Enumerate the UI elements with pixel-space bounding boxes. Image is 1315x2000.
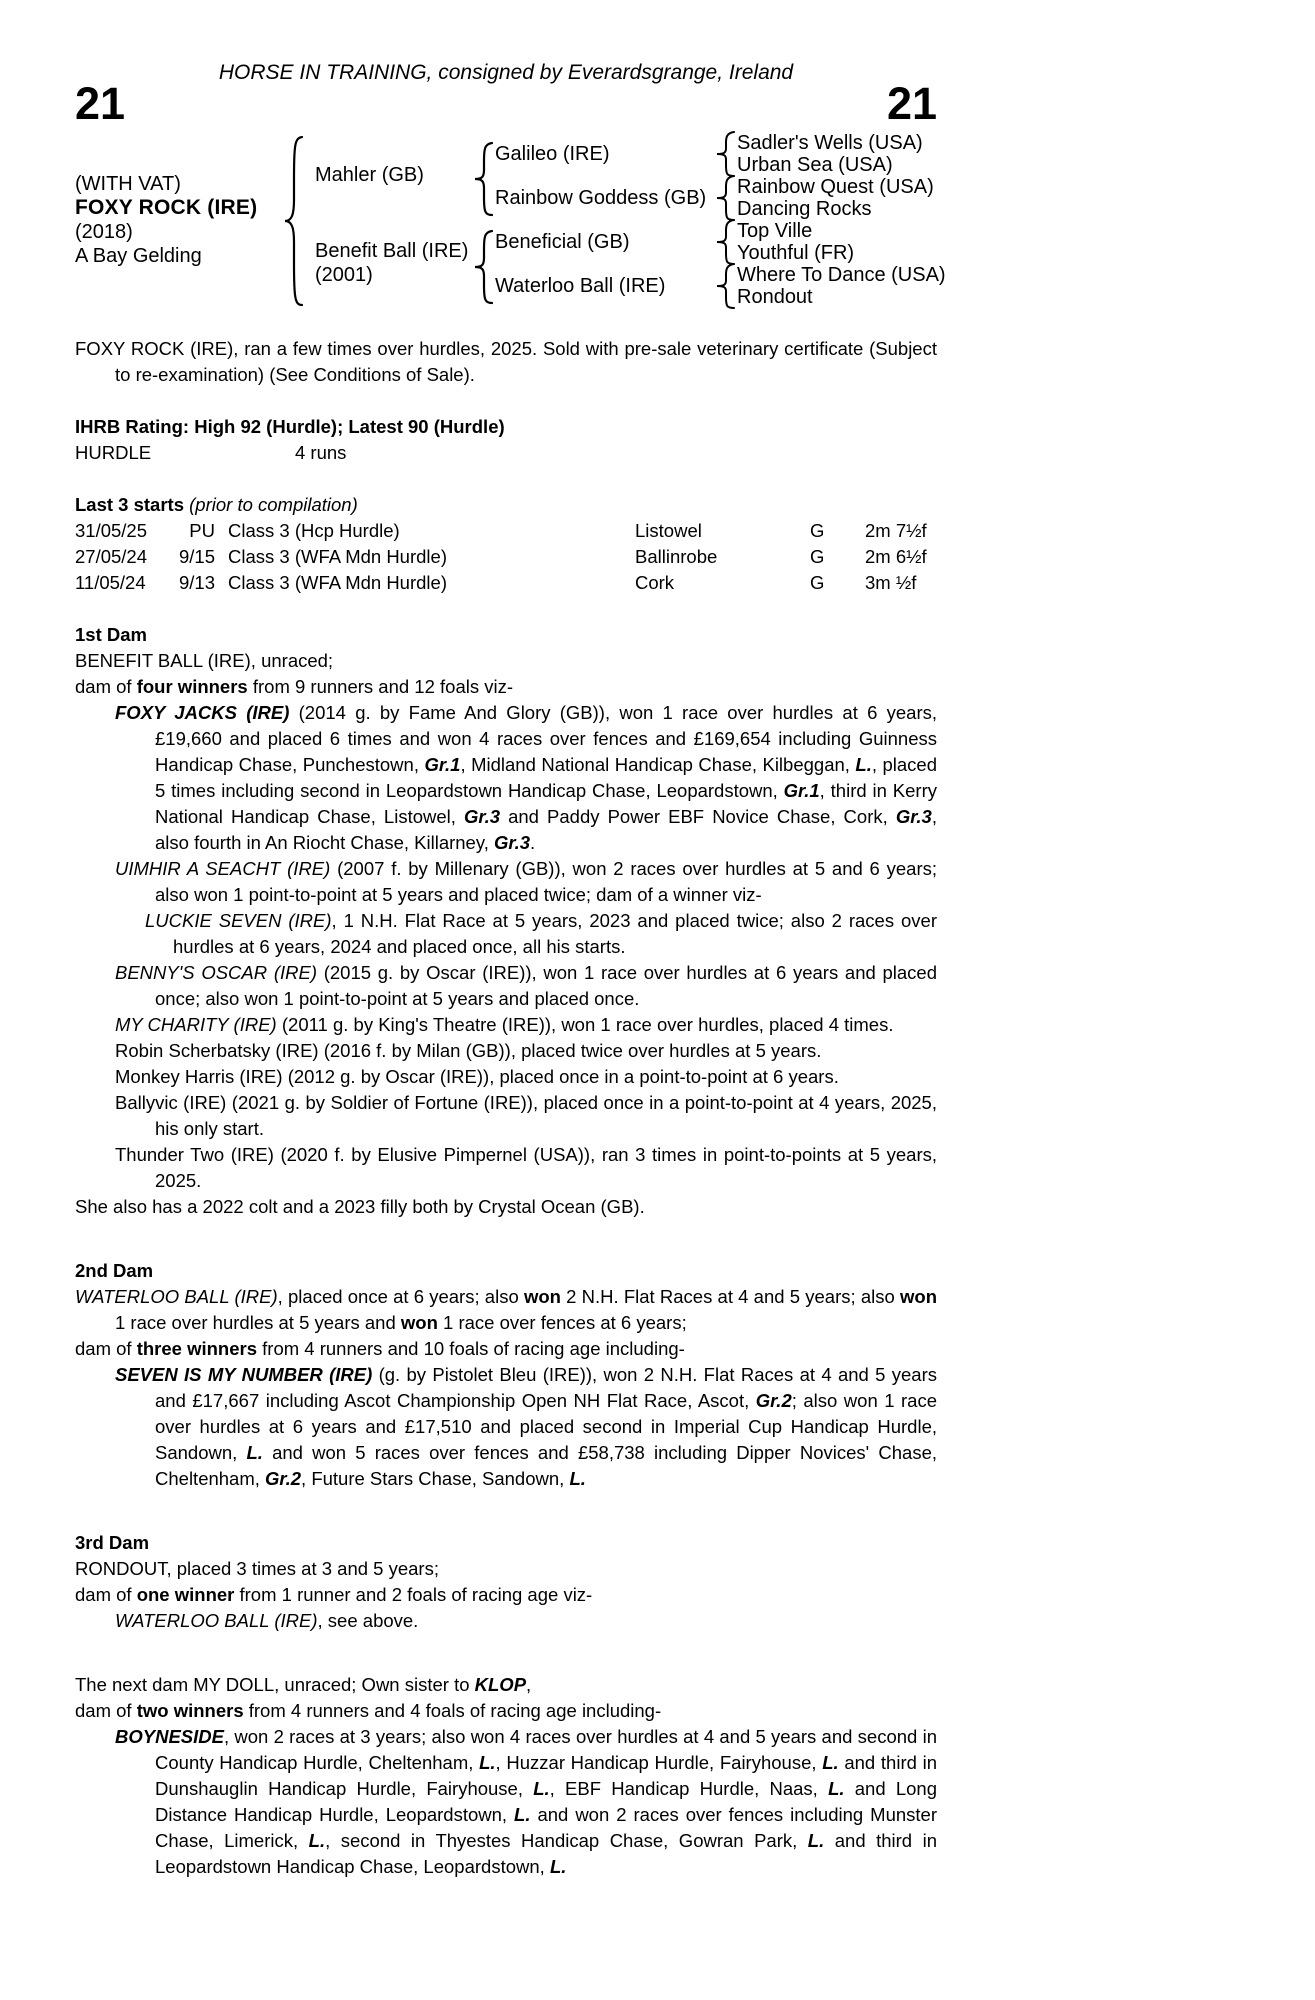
- dam-sections: [75, 622, 937, 1880]
- damdam-name: Waterloo Ball (IRE): [495, 275, 666, 297]
- brace-main: [283, 136, 305, 308]
- ggp-sire-dam-sire: Rainbow Quest (USA): [737, 176, 934, 198]
- brace-pair-1: [715, 131, 737, 177]
- lot-number-right: 21: [886, 78, 937, 129]
- paragraph: SEVEN IS MY NUMBER (IRE) (g. by Pistolet Bleu (IRE)), won 2 N.H. Flat Races at 4 and 5 years and £17,667 including Ascot Championship Open NH Flat Race, Ascot, Gr.2; also won 1 race over hurdles at 6 years and £17,510 and placed second in Imperial Cup Handicap Hurdle, Sandown, L. and won 5 races over fences and £58,738 including Dipper Novices' Chase, Cheltenham, Gr.2, Future Stars Chase, Sandown, L.: [115, 1364, 938, 1489]
- last-starts-title: Last 3 starts: [75, 494, 184, 515]
- paragraph: BOYNESIDE, won 2 races at 3 years; also won 4 races over hurdles at 4 and 5 years and second in County Handicap Hurdle, Cheltenham, L., Huzzar Handicap Hurdle, Fairyhouse, L. and third in Dunshauglin Handicap Hurdle, Fairyhouse, L., EBF Handicap Hurdle, Naas, L. and Long Distance Handicap Hurdle, Leopardstown, L. and won 2 races over fences including Munster Chase, Limerick, L., second in Thyestes Handicap Chase, Gowran Park, L. and third in Leopardstown Handicap Chase, Leopardstown, L.: [115, 1726, 937, 1877]
- lot-number-left: 21: [75, 78, 126, 129]
- paragraph: FOXY JACKS (IRE) (2014 g. by Fame And Glory (GB)), won 1 race over hurdles at 6 years, £19,660 and placed 6 times and won 4 races over fences and £169,654 including Guinness Handicap Chase, Punchestown, Gr.1, Midland National Handicap Chase, Kilbeggan, L., placed 5 times including second in Leopardstown Handicap Chase, Leopardstown, Gr.1, third in Kerry National Handicap Chase, Listowel, Gr.3 and Paddy Power EBF Novice Chase, Cork, Gr.3, also fourth in An Riocht Chase, Killarney, Gr.3.: [115, 702, 938, 853]
- ggp-sire-sire-dam: Urban Sea (USA): [737, 154, 893, 176]
- ggp-dam-sire-sire: Top Ville: [737, 220, 813, 242]
- sale-description: FOXY ROCK (IRE), ran a few times over hurdles, 2025. Sold with pre-sale veterinary certificate (Subject to re-examination) (See Conditions of Sale).: [75, 338, 937, 385]
- paragraph: MY CHARITY (IRE) (2011 g. by King's Theatre (IRE)), won 1 race over hurdles, placed 4 times.: [115, 1014, 894, 1035]
- horse-name: FOXY ROCK (IRE): [75, 196, 258, 219]
- granddam-name: Rainbow Goddess (GB): [495, 187, 707, 209]
- brace-pair-3: [715, 219, 737, 265]
- paragraph: Monkey Harris (IRE) (2012 g. by Oscar (IRE)), placed once in a point-to-point at 6 years.: [115, 1066, 839, 1087]
- dam-heading: 1st Dam: [75, 624, 147, 645]
- paragraph: BENEFIT BALL (IRE), unraced;: [75, 650, 334, 671]
- paragraph: BENNY'S OSCAR (IRE) (2015 g. by Oscar (IRE)), won 1 race over hurdles at 6 years and placed once; also won 1 point-to-point at 5 years and placed once.: [115, 962, 938, 1009]
- lot-number-row: [75, 78, 937, 129]
- paragraph: WATERLOO BALL (IRE), placed once at 6 years; also won 2 N.H. Flat Races at 4 and 5 years; also won 1 race over hurdles at 5 years and won 1 race over fences at 6 years;: [75, 1286, 937, 1333]
- foaling-year: (2018): [75, 221, 133, 243]
- paragraph: She also has a 2022 colt and a 2023 filly both by Crystal Ocean (GB).: [75, 1196, 645, 1217]
- race-row: 31/05/25 PU Class 3 (Hcp Hurdle) Listowel G 2m 7½f: [75, 520, 927, 541]
- paragraph: Ballyvic (IRE) (2021 g. by Soldier of Fortune (IRE)), placed once in a point-to-point at 4 years, 2025, his only start.: [115, 1092, 937, 1139]
- vat-note: (WITH VAT): [75, 173, 181, 195]
- pedigree-table: [75, 128, 946, 320]
- page-content: [75, 0, 946, 1880]
- dam-year: (2001): [315, 264, 373, 286]
- paragraph: WATERLOO BALL (IRE), see above.: [115, 1610, 419, 1631]
- paragraph: UIMHIR A SEACHT (IRE) (2007 f. by Millenary (GB)), won 2 races over hurdles at 5 and 6 years; also won 1 point-to-point at 5 years and placed twice; dam of a winner viz-: [115, 858, 938, 905]
- dam-heading: 2nd Dam: [75, 1260, 154, 1281]
- catalogue-body: [75, 336, 937, 1880]
- paragraph: LUCKIE SEVEN (IRE), 1 N.H. Flat Race at 5 years, 2023 and placed twice; also 2 races over hurdles at 6 years, 2024 and placed once, all his starts.: [145, 910, 937, 957]
- race-row: 11/05/24 9/13 Class 3 (WFA Mdn Hurdle) Cork G 3m ½f: [75, 572, 917, 593]
- sex-colour: A Bay Gelding: [75, 245, 202, 267]
- ggp-dam-sire-dam: Youthful (FR): [737, 242, 855, 264]
- paragraph: RONDOUT, placed 3 times at 3 and 5 years;: [75, 1558, 439, 1579]
- brace-pair-2: [715, 175, 737, 221]
- paragraph: dam of four winners from 9 runners and 12 foals viz-: [75, 676, 514, 697]
- ggp-dam-dam-sire: Where To Dance (USA): [737, 264, 946, 286]
- brace-pair-4: [715, 263, 737, 309]
- stats-runs: 4 runs: [295, 442, 347, 463]
- damsire-name: Beneficial (GB): [495, 231, 630, 253]
- paragraph: dam of two winners from 4 runners and 4 foals of racing age including-: [75, 1700, 662, 1721]
- last-starts-subtitle: (prior to compilation): [184, 494, 358, 515]
- ggp-dam-dam-dam: Rondout: [737, 286, 813, 308]
- paragraph: The next dam MY DOLL, unraced; Own sister to KLOP,: [75, 1674, 532, 1695]
- last-starts-table: [75, 518, 937, 596]
- grandsire-name: Galileo (IRE): [495, 143, 610, 165]
- paragraph: dam of three winners from 4 runners and 10 foals of racing age including-: [75, 1338, 685, 1359]
- rating-line: IHRB Rating: High 92 (Hurdle); Latest 90 (Hurdle): [75, 416, 505, 437]
- stats-row: [75, 440, 937, 466]
- paragraph: Thunder Two (IRE) (2020 f. by Elusive Pimpernel (USA)), ran 3 times in point-to-points at 5 years, 2025.: [115, 1144, 937, 1191]
- ggp-sire-sire-sire: Sadler's Wells (USA): [737, 132, 923, 154]
- stats-category: HURDLE: [75, 442, 152, 463]
- paragraph: Robin Scherbatsky (IRE) (2016 f. by Milan (GB)), placed twice over hurdles at 5 years.: [115, 1040, 822, 1061]
- brace-sire: [473, 142, 495, 218]
- last-starts-heading: [75, 492, 937, 518]
- ggp-sire-dam-dam: Dancing Rocks: [737, 198, 872, 220]
- consignor-header: HORSE IN TRAINING, consigned by Everardsgrange, Ireland: [218, 61, 794, 84]
- sire-name: Mahler (GB): [315, 164, 424, 186]
- dam-name: Benefit Ball (IRE): [315, 240, 469, 262]
- brace-dam: [473, 230, 495, 306]
- paragraph: dam of one winner from 1 runner and 2 foals of racing age viz-: [75, 1584, 593, 1605]
- dam-heading: 3rd Dam: [75, 1532, 150, 1553]
- race-row: 27/05/24 9/15 Class 3 (WFA Mdn Hurdle) Ballinrobe G 2m 6½f: [75, 546, 927, 567]
- subject-horse-block: [75, 172, 257, 268]
